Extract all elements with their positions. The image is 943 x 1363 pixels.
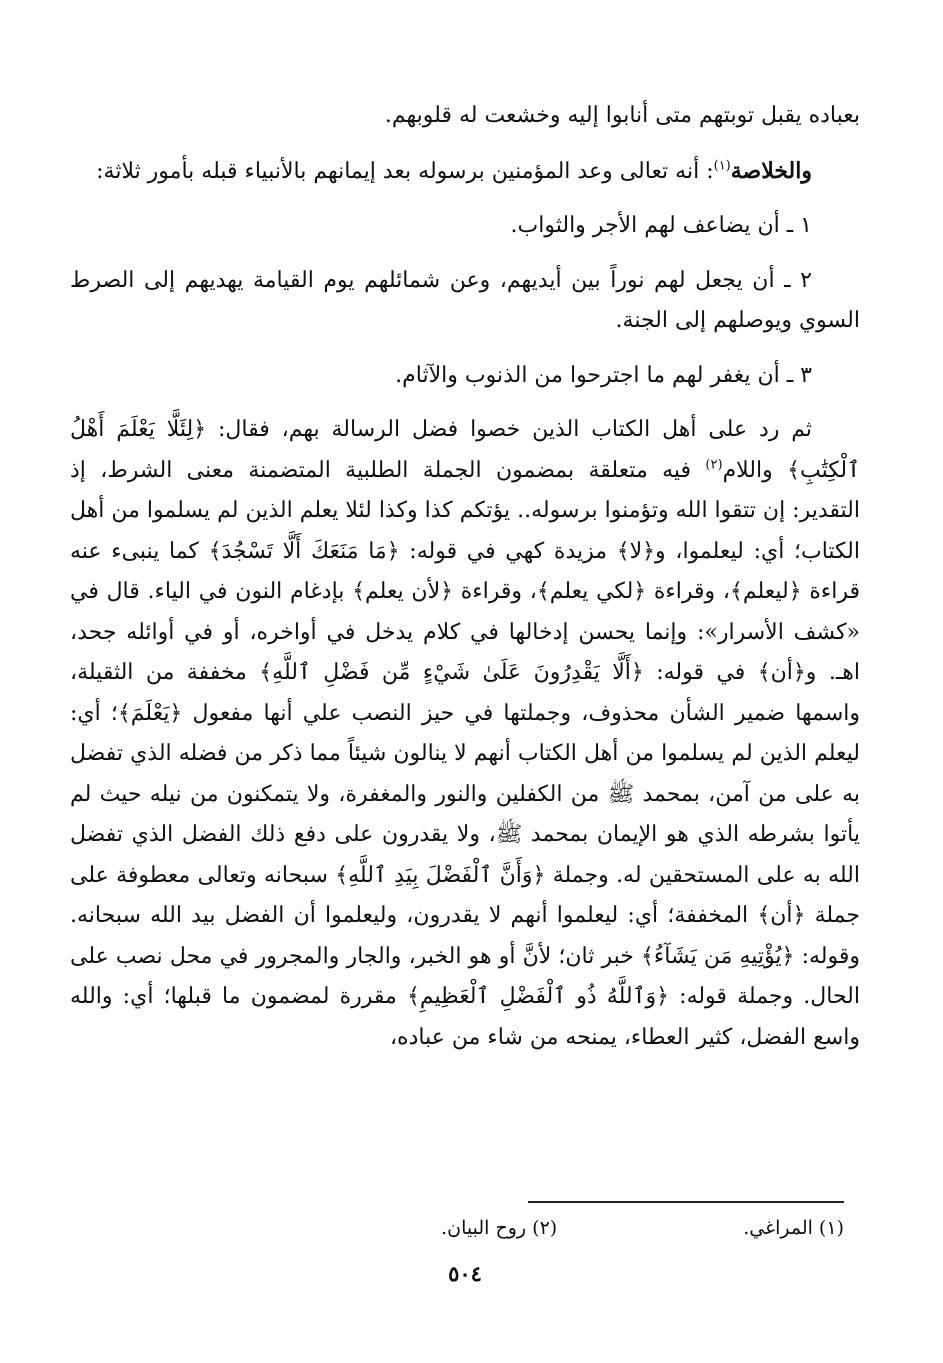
paragraph-summary: والخلاصة$^{(١)}$: أنه تعالى وعد المؤمنين برسوله بعد إيمانهم بالأنبياء قبله بأمور ثلاثة: [96,157,812,184]
list-item-text: ١ ـ أن يضاعف لهم الأجر والثواب. [510,213,812,238]
footnote-marker-2: (٢) [705,457,723,473]
paragraph-text: ثم رد على أهل الكتاب الذين خصوا فضل الرسالة بهم، فقال: ﴿لِئَلَّا يَعْلَمَ أَهْلُ ٱلْكِتَٰبِ﴾ واللام [70,417,860,483]
paragraph-text: بعباده يقبل توبتهم متى أنابوا إليه وخشعت له قلوبهم. [384,103,860,128]
list-item-text: ٢ ـ أن يجعل لهم نوراً بين أيديهم، وعن شمائلهم يوم القيامة يهديهم إلى الصرط السوي ويوصلهم إلى الجنة. [70,267,860,333]
summary-label: والخلاصة [730,157,812,184]
footnote-marker-1: (١) [713,158,731,174]
page-number: ٥٠٤ [448,1261,482,1286]
list-item-2 [70,261,860,342]
paragraph-text: أنه تعالى وعد المؤمنين برسوله بعد إيمانهم بالأنبياء قبله بأمور ثلاثة: [96,158,700,184]
footnote-1: (١) المراغي. [743,1217,844,1239]
list-item-3 [70,356,860,397]
document-body [70,96,860,1058]
list-item-text: ٣ ـ أن يغفر لهم ما اجترحوا من الذنوب والآثام. [395,362,812,388]
footnote-divider [528,1201,844,1203]
paragraph-commentary [70,410,860,1058]
list-item-1 [70,206,860,247]
document-page [70,96,860,1296]
paragraph-text: فيه متعلقة بمضمون الجملة الطلبية المتضمنة معنى الشرط، إذ التقدير: إن تتقوا الله وتؤمنوا برسوله.. يؤتكم كذا وكذا لئلا يعلم الذين لم يسلموا من أهل الكتاب؛ أي: ليعلموا، و﴿لا﴾ مزيدة كهي في قوله: ﴿مَا مَنَعَكَ أَلَّا تَسْجُدَ﴾ كما ينبىء عنه قراءة ﴿ليعلم﴾، وقراءة ﴿لكي يعلم﴾، وقراءة ﴿لأن يعلم﴾ بإدغام النون في الياء. قال في «كشف الأسرار»: وإنما يحسن إدخالها في كلام يدخل في أواخره، أو في أوائله جحد، اهـ. و﴿أن﴾ في قوله: ﴿أَلَّا يَقْدِرُونَ عَلَىٰ شَيْءٍ مِّن فَضْلِ ٱللَّهِ﴾ مخففة من الثقيلة، واسمها ضمير الشأن محذوف، وجملتها في حيز النصب علي أنها مفعول ﴿يَعْلَمَ﴾؛ أي: ليعلم الذين لم يسلموا من أهل الكتاب أنهم لا ينالون شيئاً مما ذكر من فضله الذي تفضل به على من آمن، بمحمد ﷺ من الكفلين والنور والمغفرة، ولا يتمكنون من نيله حيث لم يأتوا بشرطه الذي هو الإيمان بمحمد ﷺ، ولا يقدرون على دفع ذلك الفضل الذي تفضل الله به على المستحقين له. وجملة ﴿وَأَنَّ ٱلْفَضْلَ بِيَدِ ٱللَّهِ﴾ سبحانه وتعالى معطوفة على جملة ﴿أن﴾ المخففة؛ أي: ليعلموا أنهم لا يقدرون، وليعلموا أن الفضل بيد الله سبحانه. وقوله: ﴿يُؤْتِيهِ مَن يَشَآءُ﴾ خبر ثان؛ لأنَّ أو هو الخبر، والجار والمجرور في محل نصب على الحال. وجملة قوله: ﴿وَٱللَّهُ ذُو ٱلْفَضْلِ ٱلْعَظِيمِ﴾ مقررة لمضمون ما قبلها؛ أي: والله واسع الفضل، كثير العطاء، يمنحه من شاء من عباده، [70,457,860,1050]
footnotes [284,1213,844,1243]
paragraph-continuation [70,96,860,137]
footnote-2: (٢) روح البيان. [441,1217,558,1239]
